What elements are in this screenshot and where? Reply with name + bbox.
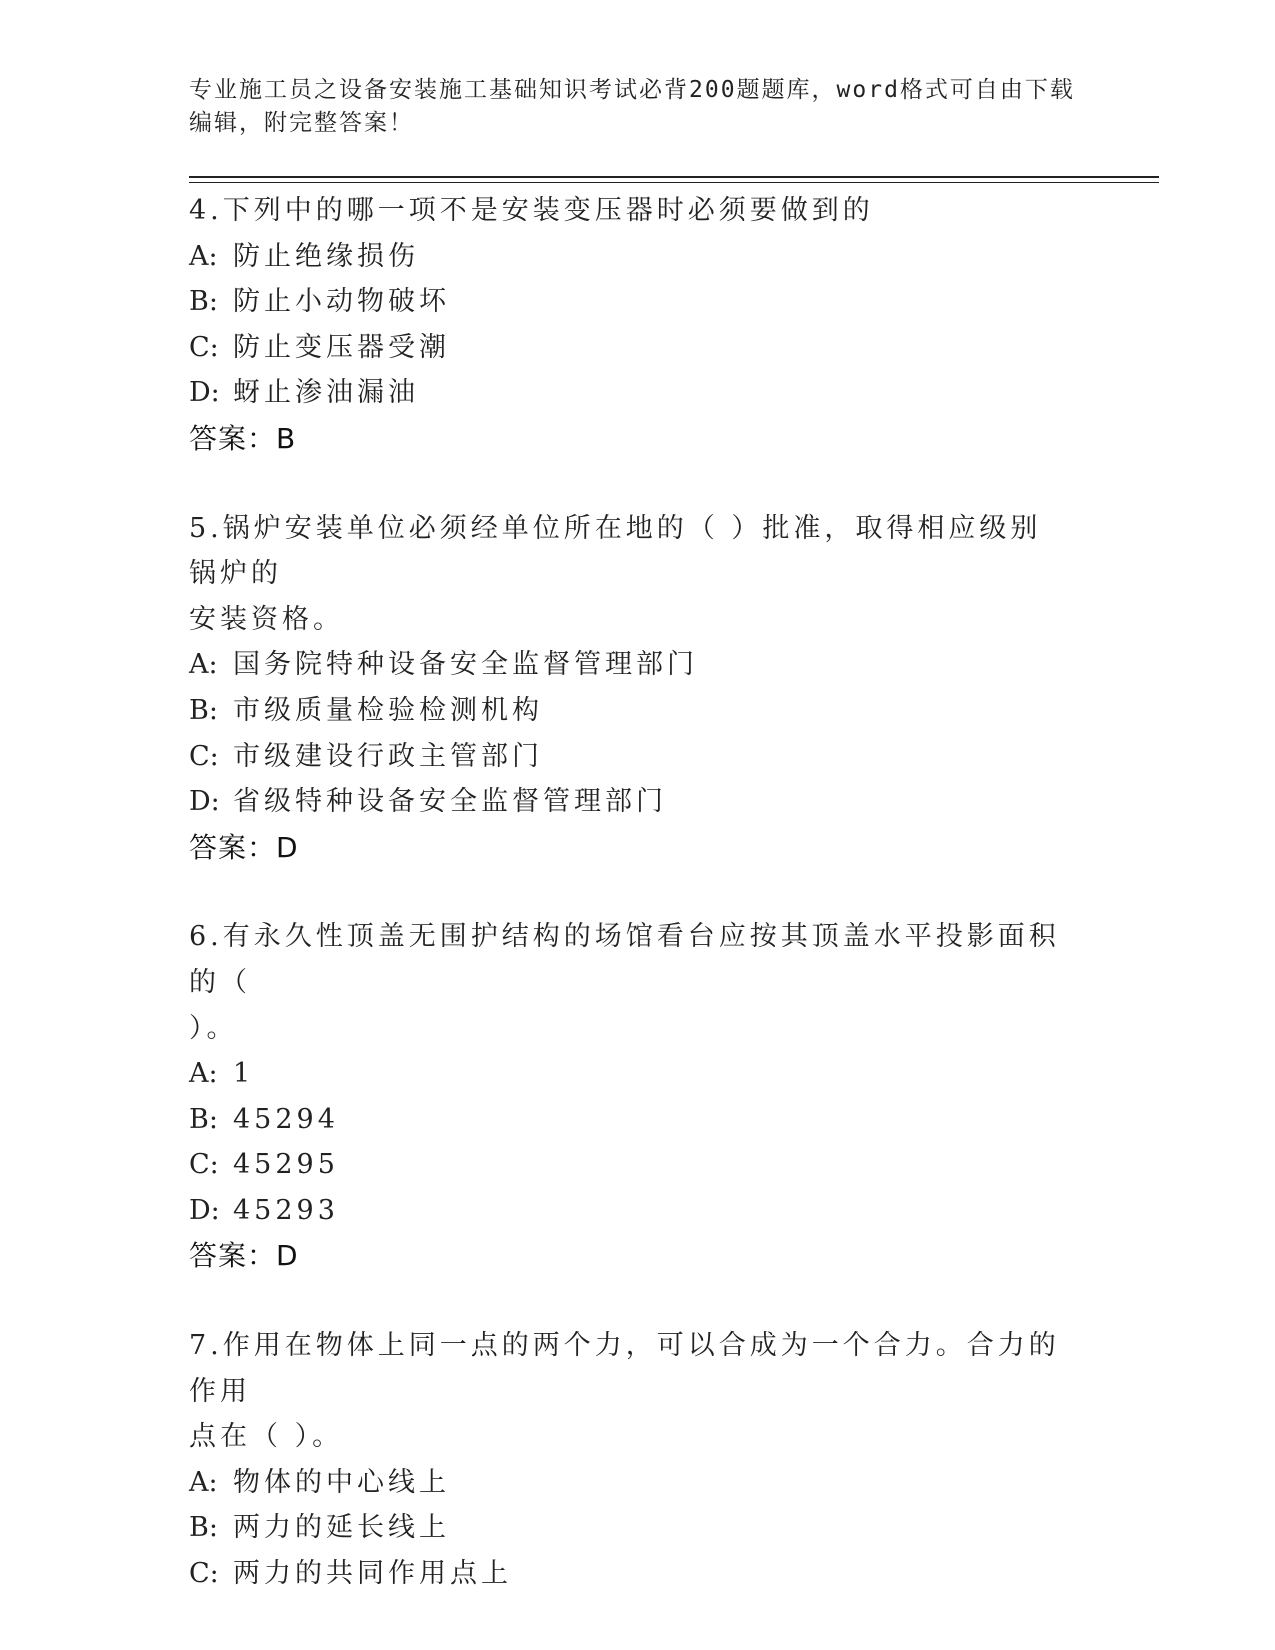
header-title-line-2: 编辑，附完整答案！ <box>189 110 414 136</box>
question-stem: 5.锅炉安装单位必须经单位所在地的（ ）批准，取得相应级别锅炉的 <box>189 512 1042 590</box>
option-a <box>189 234 1089 280</box>
option-d <box>189 370 1089 416</box>
option-key: B: <box>189 694 218 726</box>
option-b <box>189 688 1089 734</box>
option-c <box>189 325 1089 371</box>
option-key: D: <box>189 377 220 409</box>
option-key: A: <box>189 1466 218 1498</box>
question-stem-continued: 点在（ ）。 <box>189 1421 344 1453</box>
option-key: A: <box>189 1058 218 1090</box>
option-a <box>189 1051 1089 1097</box>
question-stem-continued: ）。 <box>189 1012 238 1044</box>
option-text: 省级特种设备安全监督管理部门 <box>233 786 667 818</box>
question-stem: 4.下列中的哪一项不是安装变压器时必须要做到的 <box>189 195 874 226</box>
option-text: 1 <box>233 1058 255 1090</box>
option-text: 物体的中心线上 <box>233 1466 450 1498</box>
option-key: C: <box>189 1558 219 1590</box>
option-a <box>189 1460 1089 1506</box>
question-stem: 7.作用在物体上同一点的两个力，可以合成为一个合力。合力的作用 <box>189 1330 1060 1407</box>
header-divider-thick <box>189 176 1159 178</box>
option-d <box>189 1188 1089 1234</box>
option-c <box>189 1551 1089 1597</box>
question-item <box>189 1323 1089 1597</box>
option-text: 防止变压器受潮 <box>233 331 450 363</box>
option-text: 防止绝缘损伤 <box>233 240 419 272</box>
option-b <box>189 1505 1089 1551</box>
option-text: 防止小动物破坏 <box>233 286 450 318</box>
option-text: 市级建设行政主管部门 <box>233 740 543 772</box>
option-text: 两力的延长线上 <box>233 1512 450 1544</box>
option-key: A: <box>189 240 218 272</box>
question-stem-continued: 安装资格。 <box>189 603 344 635</box>
option-key: D: <box>189 1194 220 1226</box>
option-key: D: <box>189 786 220 818</box>
answer-line: 答案：D <box>189 830 299 864</box>
option-d <box>189 779 1089 825</box>
option-key: B: <box>189 286 218 318</box>
option-text: 两力的共同作用点上 <box>233 1558 512 1590</box>
option-a <box>189 642 1089 688</box>
option-key: B: <box>189 1512 218 1544</box>
header-divider-thin <box>189 182 1159 183</box>
document-header <box>189 74 1089 140</box>
answer-line: 答案：D <box>189 1239 299 1273</box>
question-item <box>189 506 1089 871</box>
question-list <box>189 188 1089 1641</box>
option-key: A: <box>189 649 218 681</box>
option-text: 45293 <box>233 1194 339 1226</box>
option-text: 国务院特种设备安全监督管理部门 <box>233 649 698 681</box>
header-title-line-1: 专业施工员之设备安装施工基础知识考试必背200题题库，word格式可自由下载 <box>189 77 1075 103</box>
option-c <box>189 734 1089 780</box>
option-key: C: <box>189 331 219 363</box>
option-text: 45294 <box>233 1103 339 1135</box>
option-b <box>189 279 1089 325</box>
answer-line: 答案：B <box>189 421 297 455</box>
question-item <box>189 188 1089 462</box>
option-key: B: <box>189 1103 218 1135</box>
option-b <box>189 1097 1089 1143</box>
question-item <box>189 914 1089 1279</box>
question-stem: 6.有永久性顶盖无围护结构的场馆看台应按其顶盖水平投影面积的（ <box>189 921 1060 998</box>
option-text: 市级质量检验检测机构 <box>233 694 543 726</box>
option-key: C: <box>189 740 219 772</box>
option-c <box>189 1142 1089 1188</box>
option-text: 45295 <box>233 1149 339 1181</box>
option-key: C: <box>189 1149 219 1181</box>
option-text: 蚜止渗油漏油 <box>233 377 419 409</box>
